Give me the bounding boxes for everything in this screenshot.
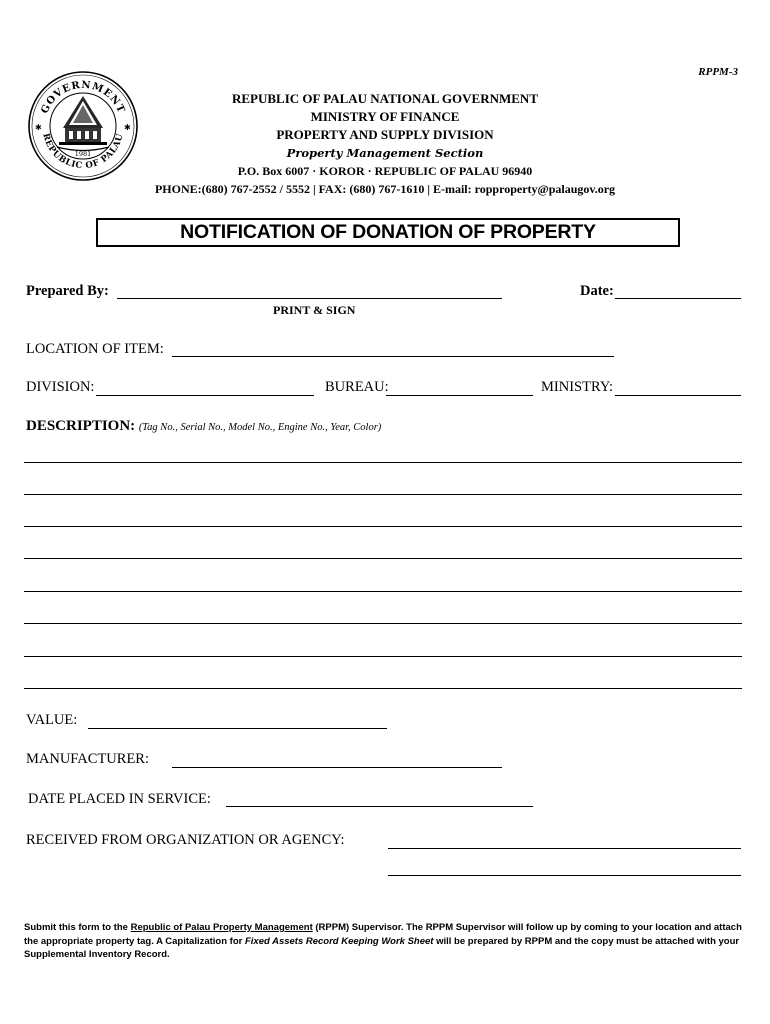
prepared-by-field[interactable] — [117, 298, 502, 299]
value-field[interactable] — [88, 728, 387, 729]
mailing-address: P.O. Box 6007 · KOROR · REPUBLIC OF PALAU 96940 — [237, 164, 533, 178]
instructions-text-3: will be prepared by RPPM and the copy must be attached with your Supplemental Inventory Record. — [24, 935, 740, 960]
location-label: LOCATION OF ITEM: — [26, 341, 164, 357]
svg-text:1981: 1981 — [74, 150, 92, 158]
date-label: Date: — [580, 283, 614, 299]
description-line-8[interactable] — [24, 688, 742, 689]
location-field[interactable] — [172, 356, 614, 357]
description-line-5[interactable] — [24, 591, 742, 592]
rppm-link-text: Republic of Palau Property Management — [130, 922, 313, 933]
ministry-field[interactable] — [615, 395, 741, 396]
description-line-2[interactable] — [24, 494, 742, 495]
value-label: VALUE: — [26, 712, 78, 728]
description-line-1[interactable] — [24, 462, 742, 463]
letterhead — [0, 90, 770, 198]
description-line-3[interactable] — [24, 526, 742, 527]
date-field[interactable] — [615, 298, 741, 299]
bureau-field[interactable] — [386, 395, 533, 396]
division-label: DIVISION: — [26, 379, 95, 395]
received-from-label: RECEIVED FROM ORGANIZATION OR AGENCY: — [26, 832, 345, 848]
prepared-by-label: Prepared By: — [26, 283, 109, 299]
date-in-service-label: DATE PLACED IN SERVICE: — [28, 791, 211, 807]
description-label: DESCRIPTION: — [26, 418, 136, 434]
received-from-field-2[interactable] — [388, 875, 741, 876]
division-field[interactable] — [96, 395, 314, 396]
manufacturer-field[interactable] — [172, 767, 502, 768]
date-in-service-field[interactable] — [226, 806, 533, 807]
description-heading — [26, 418, 381, 435]
ministry-name: MINISTRY OF FINANCE — [310, 109, 460, 124]
worksheet-name: Fixed Assets Record Keeping Work Sheet — [244, 935, 434, 947]
instructions-text-2: (RPPM) Supervisor. The RPPM Supervisor will follow up by coming to your location and attach the appropriate property tag. A Capitalization for — [24, 922, 742, 947]
division-name: PROPERTY AND SUPPLY DIVISION — [276, 127, 494, 142]
svg-text:✱: ✱ — [35, 123, 42, 132]
form-title: NOTIFICATION OF DONATION OF PROPERTY — [96, 218, 680, 247]
instructions-text-1: Submit this form to the — [24, 922, 131, 933]
description-hint: (Tag No., Serial No., Model No., Engine No., Year, Color) — [138, 422, 382, 433]
form-code: RPPM-3 — [698, 66, 738, 78]
ministry-label: MINISTRY: — [541, 379, 613, 395]
bureau-label: BUREAU: — [325, 379, 389, 395]
svg-text:GOVERNMENT: GOVERNMENT — [39, 79, 127, 116]
print-sign-caption: PRINT & SIGN — [273, 303, 356, 317]
manufacturer-label: MANUFACTURER: — [26, 751, 149, 767]
government-name: REPUBLIC OF PALAU NATIONAL GOVERNMENT — [231, 91, 538, 106]
svg-text:✱: ✱ — [124, 123, 131, 132]
submission-instructions — [24, 921, 744, 962]
received-from-field-1[interactable] — [388, 848, 741, 849]
description-line-6[interactable] — [24, 623, 742, 624]
description-line-7[interactable] — [24, 656, 742, 657]
description-line-4[interactable] — [24, 558, 742, 559]
section-name: Property Management Section — [286, 146, 484, 160]
svg-text:REPUBLIC OF PALAU: REPUBLIC OF PALAU — [40, 132, 126, 172]
contact-info: PHONE:(680) 767-2552 / 5552 | FAX: (680) 767-1610 | E-mail: ropproperty@palaugov.org — [154, 182, 616, 196]
